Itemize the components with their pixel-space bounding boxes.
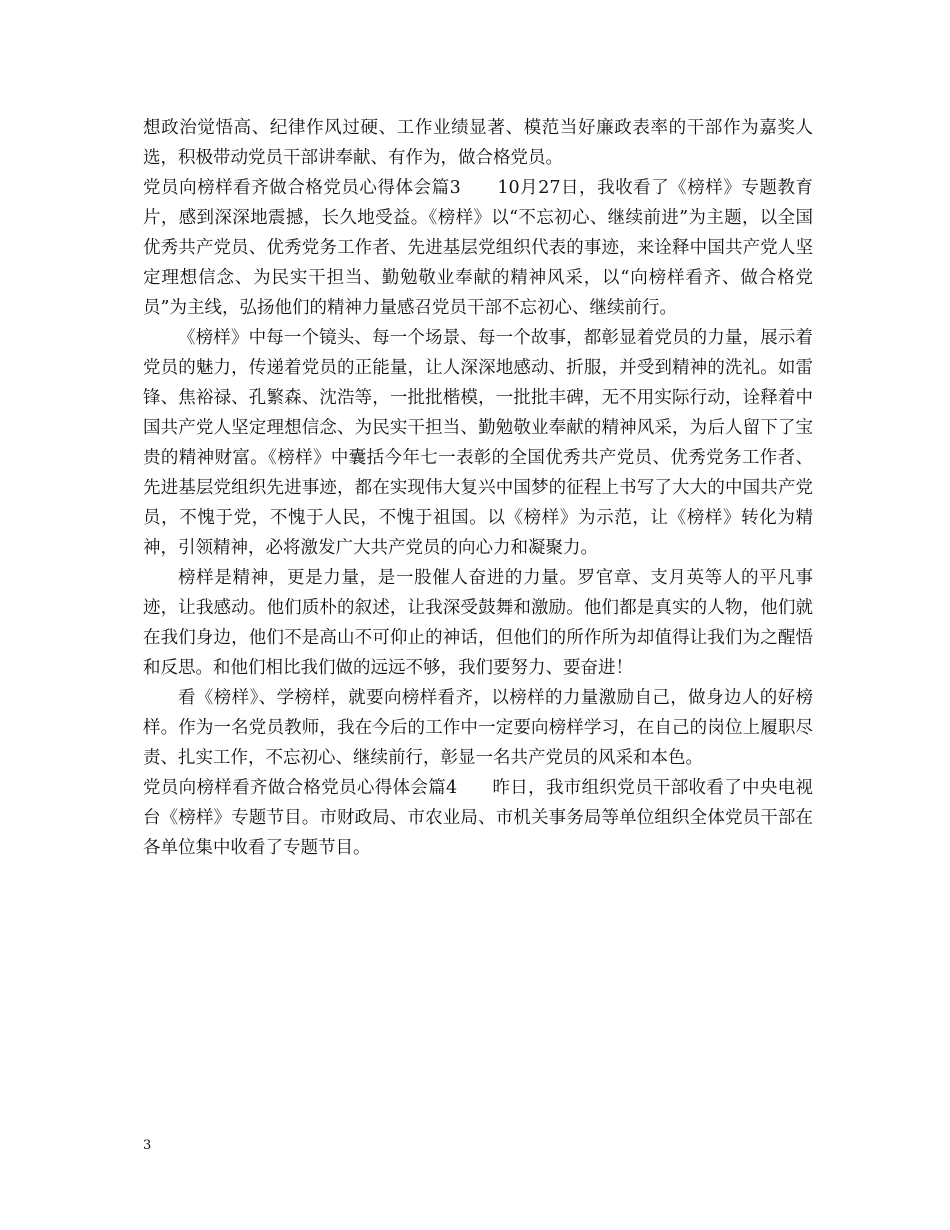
body-text <box>143 113 813 863</box>
section-heading-3: 党员向榜样看齐做合格党员心得体会篇3 <box>143 178 461 198</box>
paragraph-continuation: 想政治觉悟高、纪律作风过硬、工作业绩显著、模范当好廉政表率的干部作为嘉奖人选，积极带动党员干部讲奉献、有作为，做合格党员。 <box>143 118 813 168</box>
paragraph-bangyang-scenes: 《榜样》中每一个镜头、每一个场景、每一个故事，都彰显着党员的力量，展示着党员的魅力，传递着党员的正能量，让人深深地感动、折服，并受到精神的洗礼。如雷锋、焦裕禄、孔繁森、沈浩等，一批批楷模，一批批丰碑，无不用实际行动，诠释着中国共产党人坚定理想信念、为民实干担当、勤勉敬业奉献的精神风采，为后人留下了宝贵的精神财富。《榜样》中囊括今年七一表彰的全国优秀共产党员、优秀党务工作者、先进基层党组织先进事迹，都在实现伟大复兴中国梦的征程上书写了大大的中国共产党员，不愧于党，不愧于人民，不愧于祖国。以《榜样》为示范，让《榜样》转化为精神，引领精神，必将激发广大共产党员的向心力和凝聚力。 <box>143 328 813 558</box>
paragraph-section-4 <box>143 773 813 863</box>
section-3-intro: 10月27日，我收看了《榜样》专题教育片，感到深深地震撼，长久地受益。《榜样》以“不忘初心、继续前进”为主题，以全国优秀共产党员、优秀党务工作者、先进基层党组织代表的事迹，来诠释中国共产党人坚定理想信念、为民实干担当、勤勉敬业奉献的精神风采，以“向榜样看齐、做合格党员”为主线，弘扬他们的精神力量感召党员干部不忘初心、继续前行。 <box>143 178 813 318</box>
paragraph-section-3 <box>143 173 813 323</box>
section-4-intro: 昨日，我市组织党员干部收看了中央电视台《榜样》专题节目。市财政局、市农业局、市机关事务局等单位组织全体党员干部在各单位集中收看了专题节目。 <box>143 778 813 858</box>
paragraph-learn-from-bangyang: 看《榜样》、学榜样，就要向榜样看齐，以榜样的力量激励自己，做身边人的好榜样。作为一名党员教师，我在今后的工作中一定要向榜样学习，在自己的岗位上履职尽责、扎实工作，不忘初心、继续前行，彰显一名共产党员的风采和本色。 <box>143 688 813 768</box>
paragraph-bangyang-power: 榜样是精神，更是力量，是一股催人奋进的力量。罗官章、支月英等人的平凡事迹，让我感动。他们质朴的叙述，让我深受鼓舞和激励。他们都是真实的人物，他们就在我们身边，他们不是高山不可仰止的神话，但他们的所作所为却值得让我们为之醒悟和反思。和他们相比我们做的远远不够，我们要努力、要奋进！ <box>143 568 813 678</box>
section-heading-4: 党员向榜样看齐做合格党员心得体会篇4 <box>143 778 458 798</box>
page-number: 3 <box>143 1138 152 1153</box>
